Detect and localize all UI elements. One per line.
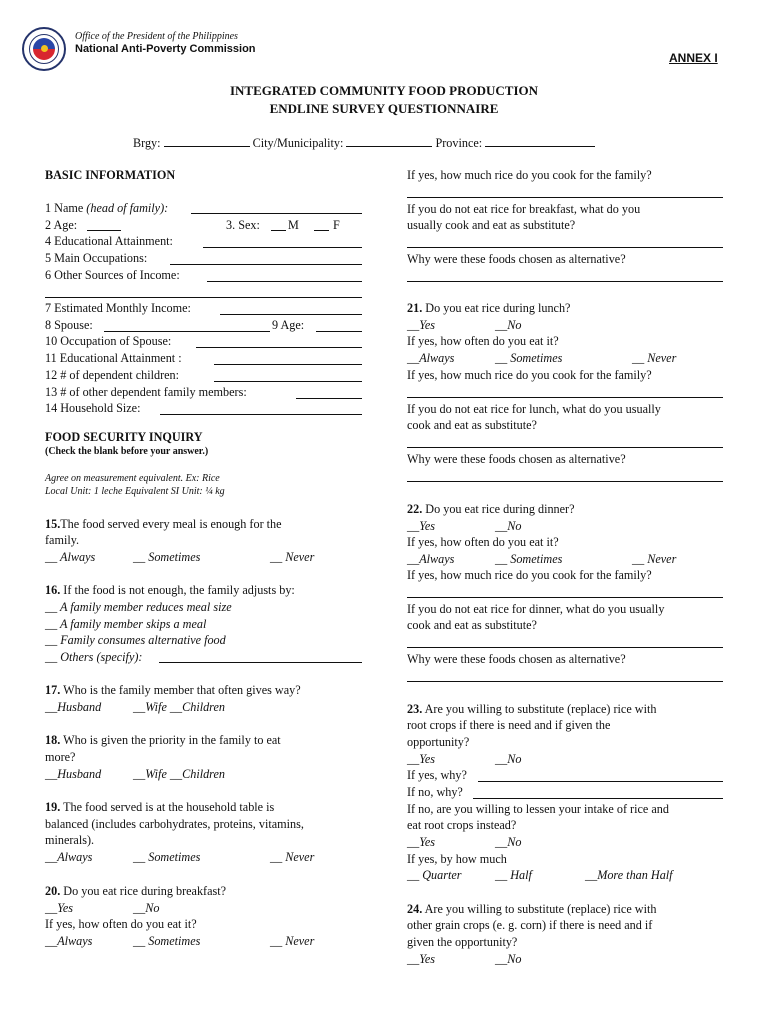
basic-info-heading: BASIC INFORMATION [45, 168, 176, 182]
spouse-occupation-label: 10 Occupation of Spouse: [45, 334, 172, 348]
dependent-children-label: 12 # of dependent children: [45, 368, 180, 382]
q23-opt-more-than-half[interactable]: __More than Half [585, 868, 673, 882]
q24-text-2: other grain crops (e. g. corn) if there is need and if [407, 918, 653, 932]
spouse-education-line[interactable] [214, 364, 362, 365]
q17-opt-husband[interactable]: __Husband [45, 700, 102, 714]
city-label: City/Municipality: [252, 136, 344, 150]
doc-title-line1: INTEGRATED COMMUNITY FOOD PRODUCTION [229, 83, 539, 98]
q23-no-why-line[interactable] [473, 798, 723, 799]
q20-opt-yes[interactable]: __Yes [45, 901, 73, 915]
q22-much-text: If yes, how much rice do you cook for the family? [407, 568, 652, 582]
measurement-note-2: Local Unit: 1 leche Equivalent SI Unit: ¼ kg [45, 486, 225, 497]
q23-opt-quarter[interactable]: __ Quarter [407, 868, 462, 882]
q19-text-3: minerals). [45, 833, 95, 847]
q16-opt-others[interactable]: __ Others (specify): [45, 650, 143, 664]
q19-opt-never[interactable]: __ Never [270, 850, 315, 864]
breakfast-substitute-text-2: usually cook and eat as substitute? [407, 218, 576, 232]
occupation-line[interactable] [170, 264, 362, 265]
q18-opt-husband[interactable]: __Husband [45, 767, 102, 781]
other-dependents-line[interactable] [296, 398, 362, 399]
q24-text-3: given the opportunity? [407, 935, 518, 949]
spouse-education-label: 11 Educational Attainment : [45, 351, 182, 365]
doc-title-line2: ENDLINE SURVEY QUESTIONNAIRE [269, 101, 499, 116]
q20-opt-always[interactable]: __Always [45, 934, 93, 948]
field-name: 1 Name (head of family): [45, 201, 169, 215]
q15-opt-always[interactable]: __ Always [45, 550, 96, 564]
q22-substitute-text-2: cook and eat as substitute? [407, 618, 537, 632]
q19-text-2: balanced (includes carbohydrates, proteins, vitamins, [45, 817, 304, 831]
brgy-field[interactable] [164, 135, 250, 147]
q22-often-text: If yes, how often do you eat it? [407, 535, 559, 549]
q21-opt-sometimes[interactable]: __ Sometimes [495, 351, 563, 365]
q22-much-line[interactable] [407, 597, 723, 598]
q22-why-text: Why were these foods chosen as alternative? [407, 652, 626, 666]
q22-opt-no[interactable]: __No [495, 519, 522, 533]
q23-lessen-yes[interactable]: __Yes [407, 835, 435, 849]
q20-opt-never[interactable]: __ Never [270, 934, 315, 948]
q17-opt-wife[interactable]: __Wife __Children [133, 700, 225, 714]
age-label: 2 Age: [45, 218, 78, 232]
napc-seal-logo [22, 27, 66, 71]
q23-lessen-text: If no, are you willing to lessen your intake of rice and [407, 802, 669, 816]
age-line[interactable] [87, 230, 121, 231]
q16-opt-reduces[interactable]: __ A family member reduces meal size [45, 600, 232, 614]
sex-m-blank[interactable] [271, 230, 286, 231]
q23-opt-no[interactable]: __No [495, 752, 522, 766]
office-name: Office of the President of the Philippines [75, 31, 238, 42]
q16-opt-skips[interactable]: __ A family member skips a meal [45, 617, 207, 631]
q18-text-2: more? [45, 750, 76, 764]
q22-opt-yes[interactable]: __Yes [407, 519, 435, 533]
q18-opt-wife[interactable]: __Wife __Children [133, 767, 225, 781]
province-field[interactable] [485, 135, 595, 147]
city-field[interactable] [346, 135, 432, 147]
province-label: Province: [435, 136, 483, 150]
q19-opt-sometimes[interactable]: __ Sometimes [133, 850, 201, 864]
q21-why-line[interactable] [407, 481, 723, 482]
q15-text: 15.The food served every meal is enough for the [45, 517, 282, 531]
q24-opt-yes[interactable]: __Yes [407, 952, 435, 966]
other-income-label: 6 Other Sources of Income: [45, 268, 180, 282]
q15-opt-never[interactable]: __ Never [270, 550, 315, 564]
q20-often-text: If yes, how often do you eat it? [45, 917, 197, 931]
spouse-age-label: 9 Age: [272, 318, 305, 332]
q22-opt-sometimes[interactable]: __ Sometimes [495, 552, 563, 566]
q15-text-2: family. [45, 533, 80, 547]
breakfast-rice-amount-text: If yes, how much rice do you cook for the family? [407, 168, 652, 182]
agency-name: National Anti-Poverty Commission [75, 43, 256, 55]
q19-text: 19. The food served is at the household table is [45, 800, 275, 814]
spouse-occupation-line[interactable] [196, 347, 362, 348]
breakfast-why-line[interactable] [407, 281, 723, 282]
q17-text: 17. Who is the family member that often gives way? [45, 683, 301, 697]
q21-opt-always[interactable]: __Always [407, 351, 455, 365]
q21-why-text: Why were these foods chosen as alternative? [407, 452, 626, 466]
sex-f-option: F [333, 218, 340, 232]
q21-much-line[interactable] [407, 397, 723, 398]
food-security-instruction: (Check the blank before your answer.) [45, 446, 209, 457]
q23-yes-why: If yes, why? [407, 768, 467, 782]
q16-text: 16. If the food is not enough, the family adjusts by: [45, 583, 295, 597]
education-label: 4 Educational Attainment: [45, 234, 173, 248]
q16-others-line[interactable] [159, 662, 362, 663]
q20-opt-sometimes[interactable]: __ Sometimes [133, 934, 201, 948]
q22-opt-always[interactable]: __Always [407, 552, 455, 566]
q21-substitute-text-2: cook and eat as substitute? [407, 418, 537, 432]
education-line[interactable] [203, 247, 362, 248]
location-row [133, 135, 595, 151]
monthly-income-line[interactable] [220, 314, 362, 315]
q23-text: 23. Are you willing to substitute (replace) rice with [407, 702, 657, 716]
q23-text-2: root crops if there is need and if given the [407, 718, 611, 732]
sex-label: 3. Sex: [226, 218, 260, 232]
breakfast-substitute-text: If you do not eat rice for breakfast, what do you [407, 202, 641, 216]
q23-howmuch-text: If yes, by how much [407, 852, 507, 866]
q21-opt-yes[interactable]: __Yes [407, 318, 435, 332]
q20-opt-no[interactable]: __No [133, 901, 160, 915]
q24-opt-no[interactable]: __No [495, 952, 522, 966]
q23-lessen-text-2: eat root crops instead? [407, 818, 517, 832]
spouse-label: 8 Spouse: [45, 318, 93, 332]
sex-f-blank[interactable] [314, 230, 329, 231]
food-security-heading: FOOD SECURITY INQUIRY [45, 430, 203, 444]
q18-text: 18. Who is given the priority in the family to eat [45, 733, 281, 747]
measurement-note-1: Agree on measurement equivalent. Ex: Rice [45, 473, 220, 484]
q21-text: 21. Do you eat rice during lunch? [407, 301, 571, 315]
q23-yes-why-line[interactable] [478, 781, 723, 782]
q21-substitute-line[interactable] [407, 447, 723, 448]
other-dependents-label: 13 # of other dependent family members: [45, 385, 247, 399]
q15-opt-sometimes[interactable]: __ Sometimes [133, 550, 201, 564]
q22-why-line[interactable] [407, 681, 723, 682]
dependent-children-line[interactable] [214, 381, 362, 382]
q22-substitute-line[interactable] [407, 647, 723, 648]
other-income-line-2[interactable] [45, 297, 362, 298]
q21-much-text: If yes, how much rice do you cook for the family? [407, 368, 652, 382]
brgy-label: Brgy: [133, 136, 161, 150]
name-line[interactable] [191, 213, 362, 214]
q22-text: 22. Do you eat rice during dinner? [407, 502, 575, 516]
q23-lessen-no[interactable]: __No [495, 835, 522, 849]
q19-opt-always[interactable]: __Always [45, 850, 93, 864]
household-size-line[interactable] [160, 414, 362, 415]
q21-opt-no[interactable]: __No [495, 318, 522, 332]
q23-opt-half[interactable]: __ Half [495, 868, 532, 882]
monthly-income-label: 7 Estimated Monthly Income: [45, 301, 191, 315]
breakfast-why-text: Why were these foods chosen as alternative? [407, 252, 626, 266]
q23-opt-yes[interactable]: __Yes [407, 752, 435, 766]
q21-substitute-text: If you do not eat rice for lunch, what do you usually [407, 402, 661, 416]
q22-opt-never[interactable]: __ Never [632, 552, 677, 566]
q22-substitute-text: If you do not eat rice for dinner, what do you usually [407, 602, 665, 616]
q16-opt-alternative[interactable]: __ Family consumes alternative food [45, 633, 226, 647]
annex-label: ANNEX I [669, 51, 718, 65]
spouse-age-line[interactable] [316, 331, 362, 332]
breakfast-substitute-line[interactable] [407, 247, 723, 248]
spouse-line[interactable] [104, 331, 270, 332]
other-income-line[interactable] [207, 281, 362, 282]
breakfast-rice-amount-line[interactable] [407, 197, 723, 198]
occupation-label: 5 Main Occupations: [45, 251, 148, 265]
q20-text: 20. Do you eat rice during breakfast? [45, 884, 227, 898]
household-size-label: 14 Household Size: [45, 401, 141, 415]
q21-opt-never[interactable]: __ Never [632, 351, 677, 365]
sex-m-option: M [288, 218, 299, 232]
q23-text-3: opportunity? [407, 735, 470, 749]
q23-no-why: If no, why? [407, 785, 463, 799]
q21-often-text: If yes, how often do you eat it? [407, 334, 559, 348]
q24-text: 24. Are you willing to substitute (replace) rice with [407, 902, 657, 916]
